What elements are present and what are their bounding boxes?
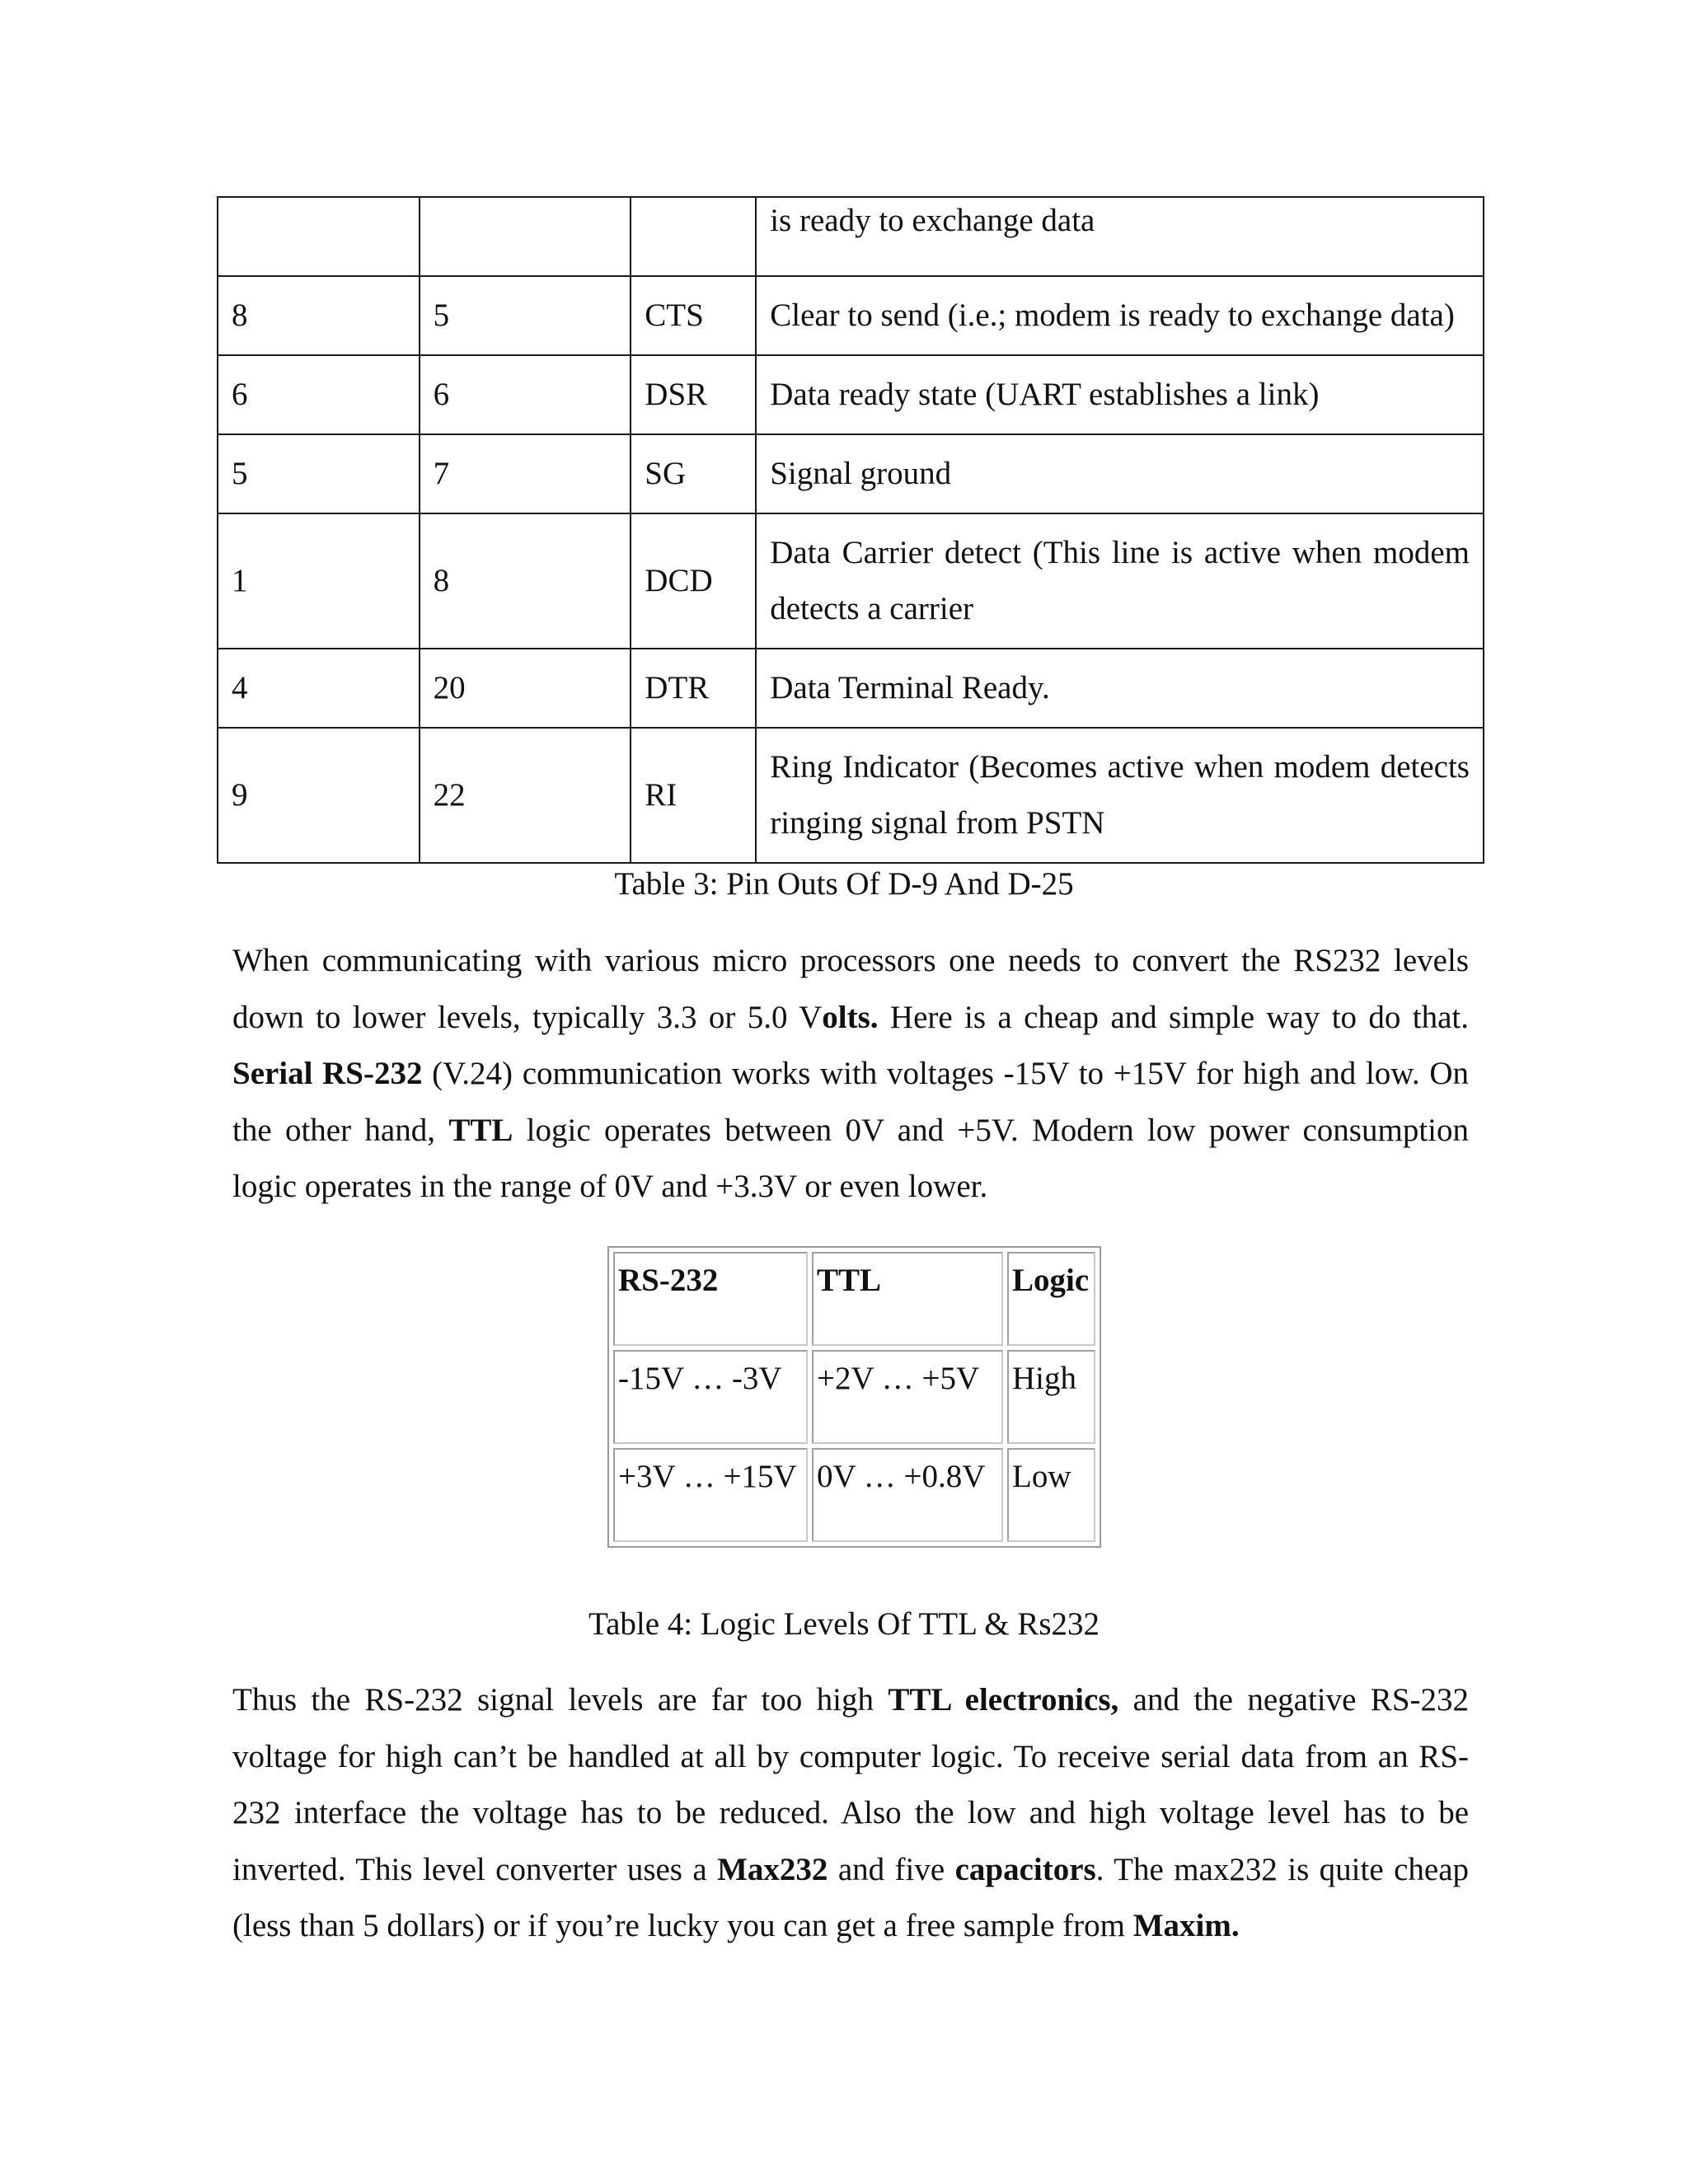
d25-pin-cell: 8 — [420, 513, 631, 649]
signal-cell: DCD — [631, 513, 756, 649]
bold-text: Max232 — [717, 1851, 828, 1887]
description-cell: is ready to exchange data — [756, 197, 1484, 276]
description-cell: Ring Indicator (Becomes active when modem detects ringing signal from PSTN — [756, 728, 1484, 863]
d25-pin-cell: 6 — [420, 355, 631, 434]
table-row — [218, 434, 1484, 513]
bold-text: Serial RS-232 — [232, 1056, 423, 1091]
header-cell: RS-232 — [613, 1252, 808, 1346]
text-run: and the negative RS-232 voltage for high can’t be handled at all by computer logic. To receive serial data from an RS-232 interface the voltage has to be reduced. Also the low and high voltage level has to be inverted. This level converter uses a — [232, 1682, 1469, 1887]
d25-pin-cell: 20 — [420, 649, 631, 728]
table-row — [218, 513, 1484, 649]
text-run: Thus the RS-232 signal levels are far too high — [232, 1682, 889, 1718]
d25-pin-cell: 22 — [420, 728, 631, 863]
table-row — [218, 197, 1484, 276]
paragraph-level-converter — [232, 1672, 1469, 1955]
d9-pin-cell: 4 — [218, 649, 420, 728]
pin-out-table — [217, 196, 1484, 864]
text-run: When communicating with various micro processors one needs to convert the RS232 levels down to lower levels, typically 3.3 or 5.0 V — [232, 943, 1469, 1035]
text-run: . The max232 is quite cheap (less than 5 dollars) or if you’re lucky you can get a free sample from — [232, 1851, 1469, 1943]
table-row — [613, 1350, 1095, 1444]
description-cell: Data ready state (UART establishes a link) — [756, 355, 1484, 434]
d9-pin-cell: 9 — [218, 728, 420, 863]
ttl-cell: +2V … +5V — [812, 1350, 1003, 1444]
signal-cell: RI — [631, 728, 756, 863]
description-cell: Data Carrier detect (This line is active when modem detects a carrier — [756, 513, 1484, 649]
signal-cell: DTR — [631, 649, 756, 728]
d25-pin-cell: 5 — [420, 276, 631, 355]
paragraph-voltage-levels — [232, 933, 1469, 1216]
description-cell: Clear to send (i.e.; modem is ready to exchange data) — [756, 276, 1484, 355]
text-run: logic operates between 0V and +5V. Modern low power consumption logic operates in the range of 0V and +3.3V or even lower. — [232, 1112, 1469, 1204]
d9-pin-cell: 8 — [218, 276, 420, 355]
rs232-cell: +3V … +15V — [613, 1448, 808, 1542]
bold-text: olts. — [822, 999, 879, 1035]
text-run: and five — [828, 1851, 955, 1887]
logic-levels-table — [607, 1246, 1101, 1548]
bold-text: TTL electronics, — [888, 1682, 1119, 1718]
table-4-caption: Table 4: Logic Levels Of TTL & Rs232 — [588, 1606, 1100, 1642]
bold-text: TTL — [448, 1112, 513, 1148]
logic-cell: High — [1007, 1350, 1095, 1444]
bold-text: capacitors — [954, 1851, 1096, 1887]
rs232-cell: -15V … -3V — [613, 1350, 808, 1444]
table-row — [218, 728, 1484, 863]
header-cell: Logic — [1007, 1252, 1095, 1346]
header-cell: TTL — [812, 1252, 1003, 1346]
description-cell: Data Terminal Ready. — [756, 649, 1484, 728]
signal-cell: CTS — [631, 276, 756, 355]
signal-cell — [631, 197, 756, 276]
table-row — [218, 355, 1484, 434]
d25-pin-cell — [420, 197, 631, 276]
description-cell: Signal ground — [756, 434, 1484, 513]
text-run: (V.24) communication works with voltages -15V to +15V for high and low. On the other hand, — [232, 1056, 1470, 1148]
bold-text: Maxim. — [1132, 1908, 1240, 1943]
table-row — [218, 276, 1484, 355]
logic-cell: Low — [1007, 1448, 1095, 1542]
text-run: Here is a cheap and simple way to do that. — [878, 999, 1469, 1035]
d9-pin-cell: 1 — [218, 513, 420, 649]
d9-pin-cell: 5 — [218, 434, 420, 513]
table-3-caption: Table 3: Pin Outs Of D-9 And D-25 — [614, 866, 1074, 902]
table-row — [613, 1448, 1095, 1542]
signal-cell: SG — [631, 434, 756, 513]
table-header-row — [613, 1252, 1095, 1346]
table-row — [218, 649, 1484, 728]
d9-pin-cell: 6 — [218, 355, 420, 434]
d9-pin-cell — [218, 197, 420, 276]
signal-cell: DSR — [631, 355, 756, 434]
ttl-cell: 0V … +0.8V — [812, 1448, 1003, 1542]
d25-pin-cell: 7 — [420, 434, 631, 513]
